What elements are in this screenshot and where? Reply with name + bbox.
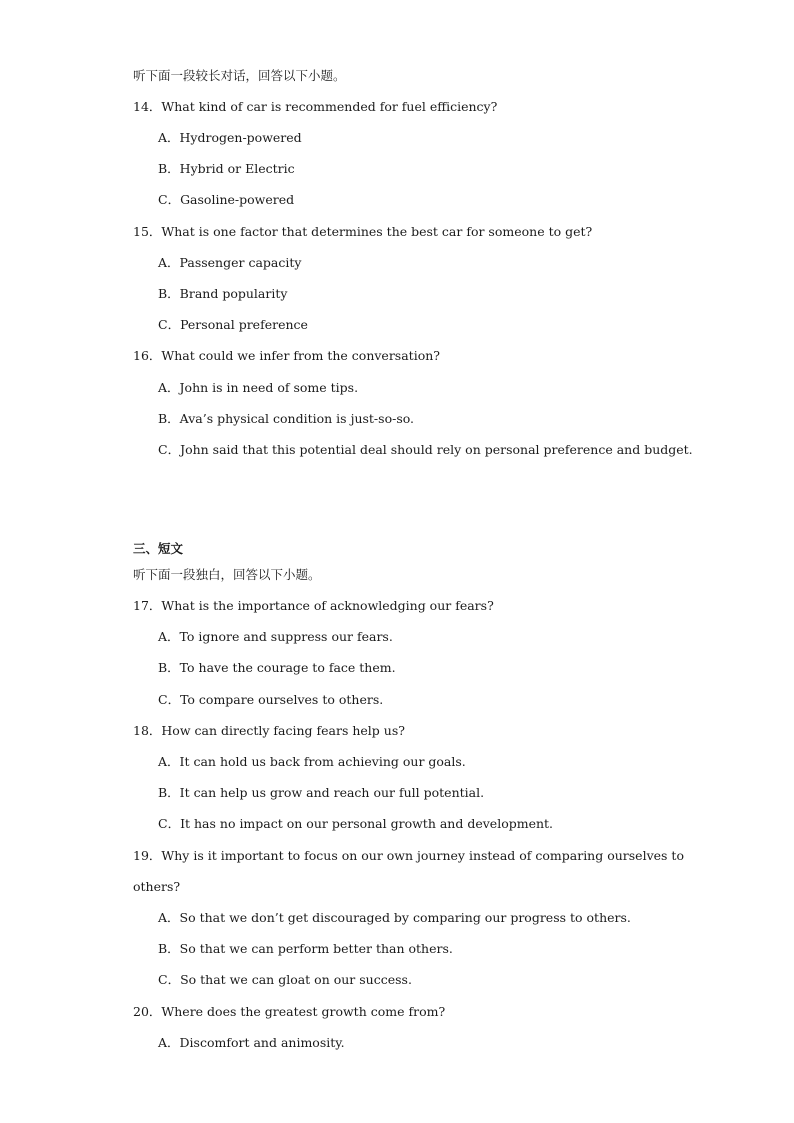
question-19: 19．Why is it important to focus on our own journey instead of comparing ourselves to [133, 848, 684, 863]
question-14: 14．What kind of car is recommended for fuel efficiency? [133, 99, 498, 114]
option-17b[interactable]: B．To have the courage to face them. [158, 660, 396, 675]
option-14a[interactable]: A．Hydrogen-powered [158, 130, 302, 145]
section-intro: 听下面一段较长对话，回答以下小题。 [133, 68, 346, 83]
option-14b[interactable]: B．Hybrid or Electric [158, 161, 295, 176]
option-17a[interactable]: A．To ignore and suppress our fears. [158, 629, 393, 644]
option-19b[interactable]: B．So that we can perform better than others. [158, 941, 453, 956]
question-16: 16．What could we infer from the conversation? [133, 348, 440, 363]
option-14c[interactable]: C．Gasoline-powered [158, 192, 295, 207]
option-15b[interactable]: B．Brand popularity [158, 286, 288, 301]
option-15c[interactable]: C．Personal preference [158, 317, 308, 332]
option-20a[interactable]: A．Discomfort and animosity. [158, 1035, 345, 1050]
option-18b[interactable]: B．It can help us grow and reach our full potential. [158, 785, 485, 800]
option-18a[interactable]: A．It can hold us back from achieving our goals. [158, 754, 466, 769]
question-15: 15．What is one factor that determines the best car for someone to get? [133, 224, 593, 239]
option-17c[interactable]: C．To compare ourselves to others. [158, 692, 384, 707]
section-heading: 三、短文 [133, 541, 184, 556]
question-18: 18．How can directly facing fears help us? [133, 723, 405, 738]
option-15a[interactable]: A．Passenger capacity [158, 255, 302, 270]
option-16c[interactable]: C．John said that this potential deal should rely on personal preference and budget. [158, 442, 693, 457]
question-17: 17．What is the importance of acknowledging our fears? [133, 598, 494, 613]
question-19-continuation: others? [133, 879, 181, 894]
option-18c[interactable]: C．It has no impact on our personal growth and development. [158, 816, 554, 831]
option-16a[interactable]: A．John is in need of some tips. [158, 380, 359, 395]
option-19a[interactable]: A．So that we don’t get discouraged by comparing our progress to others. [158, 910, 631, 925]
option-16b[interactable]: B．Ava’s physical condition is just-so-so. [158, 411, 415, 426]
section-intro: 听下面一段独白，回答以下小题。 [133, 567, 321, 582]
question-20: 20．Where does the greatest growth come from? [133, 1004, 446, 1019]
option-19c[interactable]: C．So that we can gloat on our success. [158, 972, 412, 987]
